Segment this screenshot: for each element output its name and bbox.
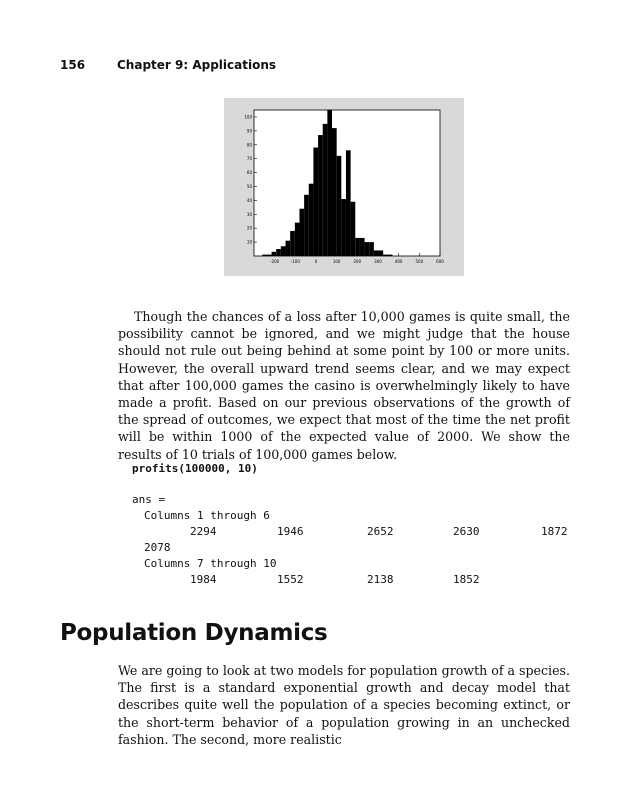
y-tick-label: 70 bbox=[246, 156, 252, 162]
histogram-bar bbox=[295, 223, 300, 256]
x-tick-label: 400 bbox=[394, 259, 403, 264]
histogram-bar bbox=[388, 255, 393, 256]
code-command: profits(100000, 10) bbox=[132, 462, 258, 475]
histogram-bar bbox=[272, 252, 277, 256]
histogram-bar bbox=[365, 242, 370, 256]
histogram-bar bbox=[351, 202, 356, 256]
histogram-bar bbox=[332, 128, 337, 256]
y-tick-label: 50 bbox=[246, 183, 252, 189]
histogram-bar bbox=[309, 184, 314, 256]
histogram-bar bbox=[341, 199, 346, 256]
section-title: Population Dynamics bbox=[60, 620, 328, 646]
histogram-bar bbox=[290, 231, 295, 256]
section-paragraph: We are going to look at two models for population growth of a species. The first is a standard exponential growth and decay model that describes quite well the population of a species becoming extinct, or the short-term behavior of a population growing in an unchecked fashion. The second, more realistic bbox=[118, 663, 570, 747]
histogram-bar bbox=[267, 255, 272, 256]
x-tick-label: -100 bbox=[290, 259, 300, 264]
output-value: 2652 bbox=[367, 525, 394, 538]
histogram-bar bbox=[276, 249, 281, 256]
x-tick-label: 0 bbox=[314, 259, 318, 264]
histogram-bar bbox=[369, 242, 374, 256]
output-value: 1946 bbox=[277, 525, 304, 538]
output-value: 1872 bbox=[541, 525, 568, 538]
y-tick-label: 100 bbox=[244, 114, 252, 120]
histogram-figure bbox=[224, 98, 464, 276]
histogram-bar bbox=[323, 124, 328, 256]
chapter-title: Chapter 9: Applications bbox=[117, 58, 277, 72]
y-tick-label: 40 bbox=[246, 197, 252, 203]
histogram-bar bbox=[318, 135, 323, 256]
x-tick-label: -200 bbox=[270, 259, 280, 264]
output-value: 1852 bbox=[453, 573, 480, 586]
output-value: 2294 bbox=[190, 525, 217, 538]
columns-1-label: Columns 1 through 6 bbox=[144, 509, 270, 522]
output-value: 2138 bbox=[367, 573, 394, 586]
x-tick-label: 600 bbox=[436, 259, 444, 264]
output-value: 2078 bbox=[144, 541, 171, 554]
y-tick-label: 80 bbox=[246, 142, 252, 148]
x-tick-label: 300 bbox=[374, 259, 382, 264]
histogram-bar bbox=[286, 241, 291, 256]
x-tick-label: 100 bbox=[332, 259, 341, 264]
x-tick-label: 200 bbox=[353, 259, 362, 264]
histogram-bar bbox=[304, 195, 309, 256]
histogram-bar bbox=[379, 250, 384, 256]
columns-2-label: Columns 7 through 10 bbox=[144, 557, 277, 570]
y-tick-label: 30 bbox=[246, 211, 252, 217]
histogram-bar bbox=[313, 148, 318, 256]
histogram-bar bbox=[360, 238, 365, 256]
page-number: 156 bbox=[60, 58, 86, 72]
output-value: 1984 bbox=[190, 573, 217, 586]
y-tick-label: 10 bbox=[246, 239, 252, 245]
output-value: 1552 bbox=[277, 573, 304, 586]
ans-label: ans = bbox=[132, 493, 166, 506]
y-tick-label: 60 bbox=[246, 170, 252, 176]
histogram-bar bbox=[281, 246, 286, 256]
output-value: 2630 bbox=[453, 525, 480, 538]
y-tick-label: 90 bbox=[246, 128, 252, 134]
histogram-bar bbox=[346, 150, 351, 256]
histogram-bar bbox=[299, 209, 304, 256]
histogram-bar bbox=[327, 110, 332, 256]
histogram-bar bbox=[262, 255, 267, 256]
y-tick-label: 20 bbox=[246, 225, 252, 231]
histogram-bar bbox=[383, 255, 388, 256]
body-paragraph: Though the chances of a loss after 10,000 games is quite small, the possibility cannot be ignored, and we might judge that the house should not rule out being behind at some point by 100 or more units. However, the overall upward trend seems clear, and we may expect that after 100,000 games the casino is overwhelmingly likely to have made a profit. Based on our previous observations of the growth of the spread of outcomes, we expect that most of the time the net profit will be within 1000 of the expected value of 2000. We show the results of 10 trials of 100,000 games below. bbox=[118, 309, 570, 462]
histogram-bar bbox=[337, 156, 342, 256]
histogram-chart bbox=[224, 98, 464, 276]
x-tick-label: 500 bbox=[415, 259, 424, 264]
